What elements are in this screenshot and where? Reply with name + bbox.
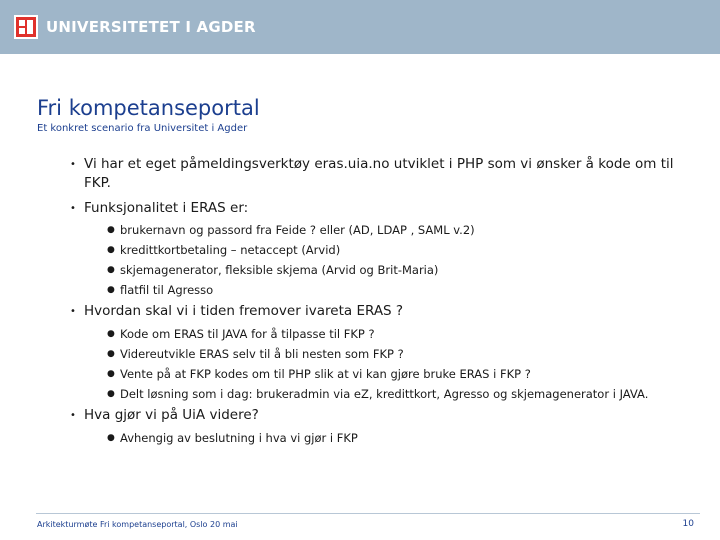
sub-bullet-dot-icon: ● bbox=[107, 349, 115, 359]
logo-text: UNIVERSITETET I AGDER bbox=[46, 18, 256, 36]
footer-text: Arkitekturmøte Fri kompetanseportal, Oslo 20 mai bbox=[37, 520, 238, 529]
slide-subtitle: Et konkret scenario fra Universitet i Agder bbox=[37, 123, 248, 134]
sub-bullet-text: kredittkortbetaling – netaccept (Arvid) bbox=[120, 243, 341, 257]
sub-bullet-text: flatfil til Agresso bbox=[120, 283, 214, 297]
bullet-item bbox=[70, 199, 700, 218]
bullet-item bbox=[70, 406, 700, 425]
sub-bullet-dot-icon: ● bbox=[107, 245, 115, 255]
uia-logo bbox=[14, 14, 256, 40]
sub-bullet-text: Videreutvikle ERAS selv til å bli nesten som FKP ? bbox=[120, 347, 404, 361]
sub-bullet-item bbox=[107, 262, 707, 278]
footer-divider bbox=[36, 513, 700, 514]
sub-bullet-text: skjemagenerator, fleksible skjema (Arvid og Brit-Maria) bbox=[120, 263, 439, 277]
sub-bullet-dot-icon: ● bbox=[107, 369, 115, 379]
bullet-dot-icon: • bbox=[70, 306, 76, 317]
bullet-text: Funksjonalitet i ERAS er: bbox=[84, 200, 249, 216]
sub-bullet-dot-icon: ● bbox=[107, 389, 115, 399]
bullet-text: Hvordan skal vi i tiden fremover ivareta ERAS ? bbox=[84, 303, 404, 319]
bullet-item bbox=[70, 155, 700, 193]
uia-logo-mark-icon bbox=[14, 15, 38, 39]
sub-bullet-item bbox=[107, 326, 707, 342]
sub-bullet-text: Avhengig av beslutning i hva vi gjør i FKP bbox=[120, 431, 358, 445]
bullet-dot-icon: • bbox=[70, 203, 76, 214]
sub-bullet-text: brukernavn og passord fra Feide ? eller (AD, LDAP , SAML v.2) bbox=[120, 223, 475, 237]
bullet-dot-icon: • bbox=[70, 410, 76, 421]
sub-bullet-dot-icon: ● bbox=[107, 329, 115, 339]
sub-bullet-item bbox=[107, 282, 707, 298]
bullet-text: Hva gjør vi på UiA videre? bbox=[84, 407, 259, 423]
sub-bullet-text: Delt løsning som i dag: brukeradmin via eZ, kredittkort, Agresso og skjemagenerator i JAVA. bbox=[120, 387, 649, 401]
sub-bullet-dot-icon: ● bbox=[107, 433, 115, 443]
header-band bbox=[0, 0, 720, 54]
sub-bullet-item bbox=[107, 430, 707, 446]
sub-bullet-text: Kode om ERAS til JAVA for å tilpasse til FKP ? bbox=[120, 327, 375, 341]
sub-bullet-item bbox=[107, 222, 707, 238]
sub-bullet-dot-icon: ● bbox=[107, 265, 115, 275]
sub-bullet-item bbox=[107, 346, 707, 362]
sub-bullet-item bbox=[107, 386, 707, 402]
bullet-text: Vi har et eget påmeldingsverktøy eras.uia.no utviklet i PHP som vi ønsker å kode om til FKP. bbox=[84, 156, 674, 191]
bullet-item bbox=[70, 302, 700, 321]
bullet-dot-icon: • bbox=[70, 159, 76, 170]
slide-title: Fri kompetanseportal bbox=[37, 96, 260, 120]
sub-bullet-item bbox=[107, 242, 707, 258]
sub-bullet-item bbox=[107, 366, 707, 382]
sub-bullet-dot-icon: ● bbox=[107, 225, 115, 235]
sub-bullet-dot-icon: ● bbox=[107, 285, 115, 295]
sub-bullet-text: Vente på at FKP kodes om til PHP slik at vi kan gjøre bruke ERAS i FKP ? bbox=[120, 367, 531, 381]
page-number: 10 bbox=[682, 519, 694, 529]
